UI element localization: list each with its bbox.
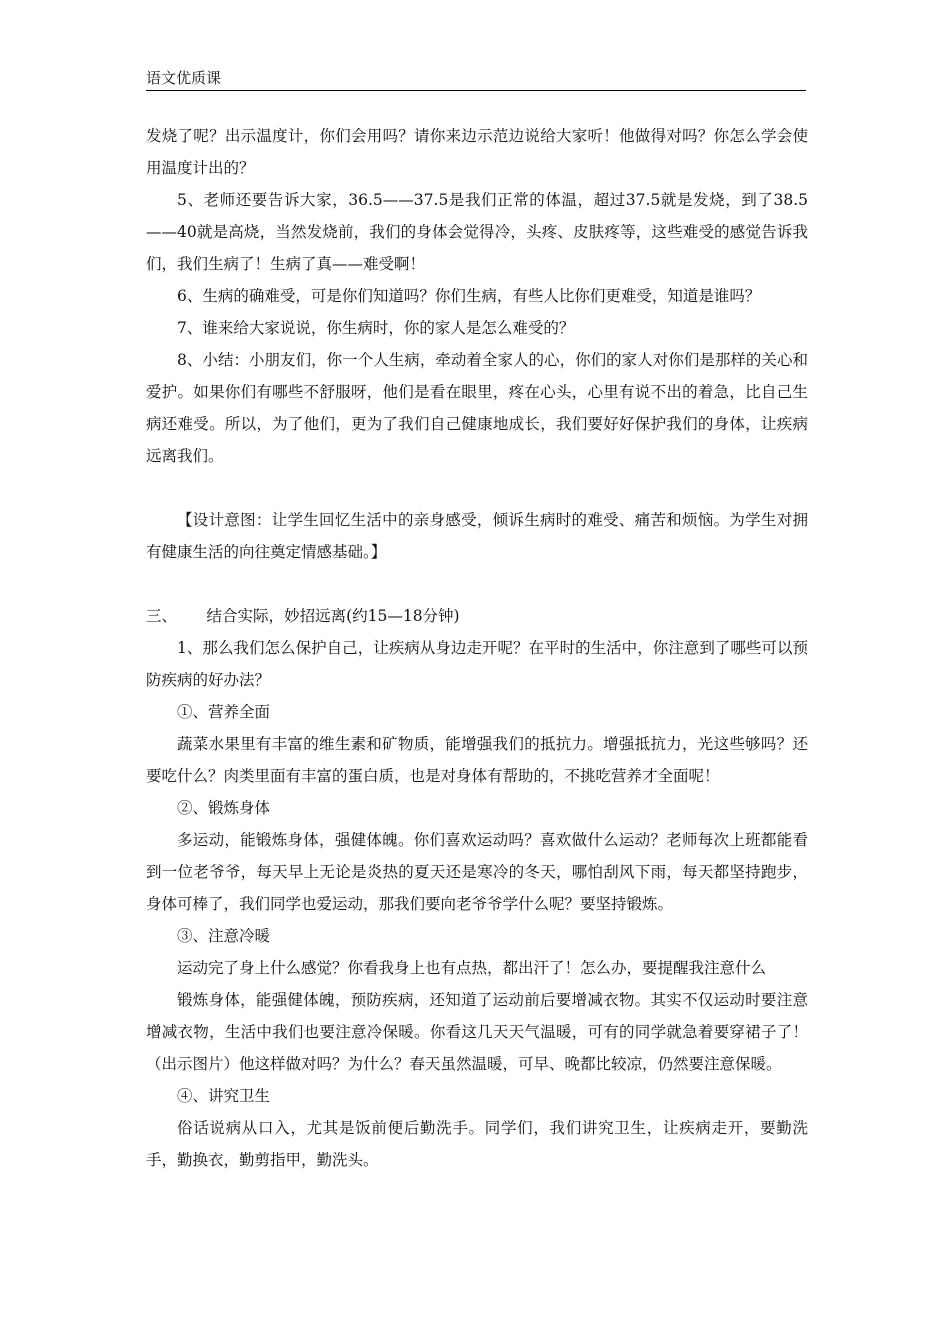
subheading: ①、营养全面 bbox=[177, 703, 271, 721]
paragraph: 1、那么我们怎么保护自己，让疾病从身边走开呢？在平时的生活中，你注意到了哪些可以预防疾病的好办法？ bbox=[146, 639, 808, 689]
paragraph: 发烧了呢？出示温度计，你们会用吗？请你来边示范边说给大家听！他做得对吗？你怎么学会使用温度计出的？ bbox=[146, 127, 808, 177]
design-intent-note: 【设计意图：让学生回忆生活中的亲身感受，倾诉生病时的难受、痛苦和烦恼。为学生对拥有健康生活的向往奠定情感基础。】 bbox=[146, 511, 808, 561]
paragraph: 蔬菜水果里有丰富的维生素和矿物质，能增强我们的抵抗力。增强抵抗力，光这些够吗？还要吃什么？肉类里面有丰富的蛋白质，也是对身体有帮助的，不挑吃营养才全面呢！ bbox=[146, 735, 808, 785]
paragraph: 6、生病的确难受，可是你们知道吗？你们生病，有些人比你们更难受，知道是谁吗？ bbox=[177, 287, 761, 305]
header-title: 语文优质课 bbox=[146, 69, 222, 87]
paragraph: 俗话说病从口入，尤其是饭前便后勤洗手。同学们，我们讲究卫生，让疾病走开，要勤洗手，勤换衣，勤剪指甲，勤洗头。 bbox=[146, 1119, 808, 1169]
paragraph: 锻炼身体，能强健体魄，预防疾病，还知道了运动前后要增减衣物。其实不仅运动时要注意增减衣物，生活中我们也要注意冷保暖。你看这几天天气温暖，可有的同学就急着要穿裙子了！（出示图片）他这样做对吗？为什么？春天虽然温暖，可早、晚都比较凉，仍然要注意保暖。 bbox=[146, 991, 808, 1073]
paragraph: 7、谁来给大家说说，你生病时，你的家人是怎么难受的？ bbox=[177, 319, 575, 337]
section-heading: 三、 结合实际，妙招远离(约15—18分钟) bbox=[146, 607, 460, 625]
paragraph: 5、老师还要告诉大家，36.5——37.5是我们正常的体温，超过37.5就是发烧，到了38.5——40就是高烧，当然发烧前，我们的身体会觉得冷，头疼、皮肤疼等，这些难受的感觉告诉我们，我们生病了！生病了真——难受啊！ bbox=[146, 191, 808, 273]
subheading: ④、讲究卫生 bbox=[177, 1087, 271, 1105]
subheading: ②、锻炼身体 bbox=[177, 799, 271, 817]
paragraph: 8、小结：小朋友们，你一个人生病，牵动着全家人的心，你们的家人对你们是那样的关心和爱护。如果你们有哪些不舒服呀，他们是看在眼里，疼在心头，心里有说不出的着急，比自己生病还难受。所以，为了他们，更为了我们自己健康地成长，我们要好好保护我们的身体，让疾病远离我们。 bbox=[146, 351, 808, 465]
spacer bbox=[146, 568, 808, 600]
paragraph: 多运动，能锻炼身体，强健体魄。你们喜欢运动吗？喜欢做什么运动？老师每次上班都能看到一位老爷爷，每天早上无论是炎热的夏天还是寒冷的冬天，哪怕刮风下雨，每天都坚持跑步，身体可棒了，我们同学也爱运动，那我们要向老爷爷学什么呢？要坚持锻炼。 bbox=[146, 831, 808, 913]
page-header bbox=[146, 68, 806, 91]
subheading: ③、注意冷暖 bbox=[177, 927, 271, 945]
document-body bbox=[146, 120, 808, 1176]
spacer bbox=[146, 472, 808, 504]
paragraph: 运动完了身上什么感觉？你看我身上也有点热，都出汗了！怎么办，要提醒我注意什么 bbox=[177, 959, 767, 977]
